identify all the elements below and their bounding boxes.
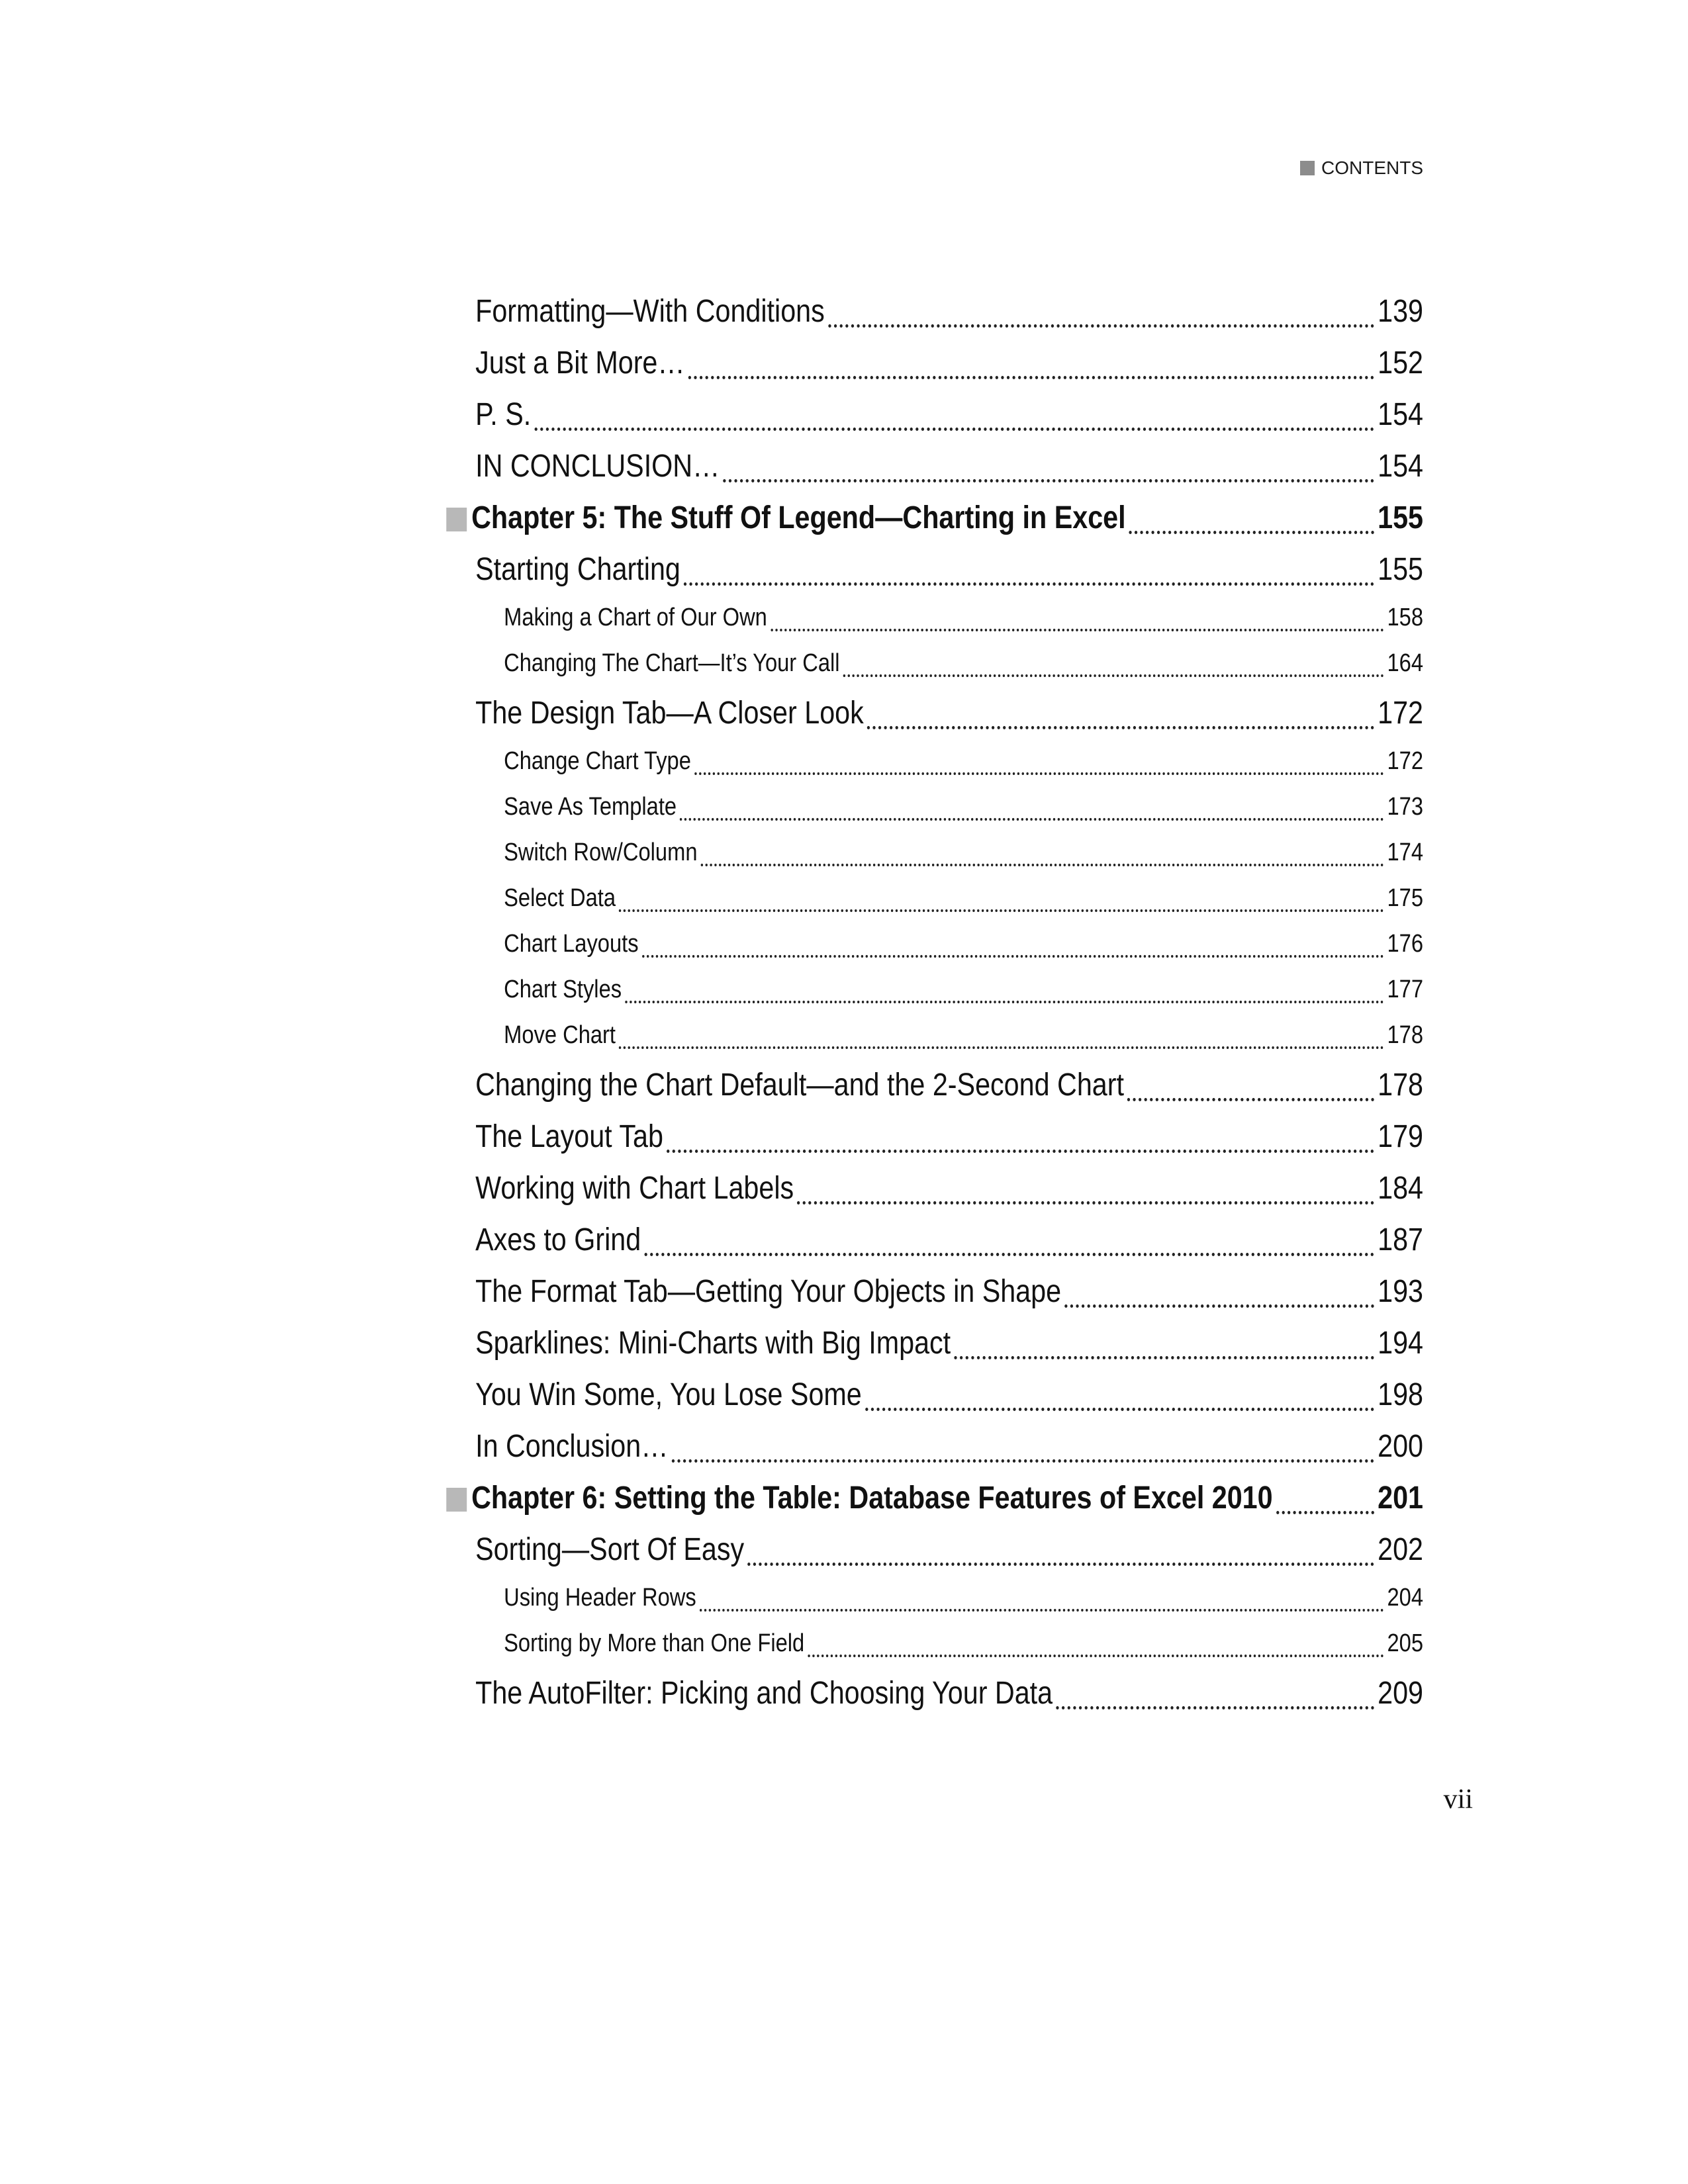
toc-entry-page: 179 <box>1378 1119 1423 1154</box>
toc-subentry-page: 175 <box>1387 884 1423 912</box>
toc-entry[interactable] <box>475 396 1423 436</box>
toc-entry-page: 155 <box>1378 552 1423 587</box>
toc-entry[interactable] <box>475 551 1423 591</box>
toc-entry-page: 152 <box>1378 345 1423 381</box>
dot-leader <box>644 1253 1374 1256</box>
toc-entry[interactable] <box>475 1170 1423 1210</box>
toc-entry-title: Axes to Grind <box>475 1222 641 1257</box>
dot-leader <box>642 955 1384 958</box>
dot-leader <box>843 674 1384 677</box>
toc-entry-page: 154 <box>1378 449 1423 484</box>
toc-entry-page: 172 <box>1378 696 1423 731</box>
toc-subentry-title: Move Chart <box>504 1021 616 1049</box>
toc-entry-page: 193 <box>1378 1274 1423 1309</box>
toc-chapter-entry[interactable] <box>446 1480 1423 1520</box>
toc-entry-title: Just a Bit More… <box>475 345 685 381</box>
toc-chapter-entry[interactable] <box>446 500 1423 539</box>
dot-leader <box>688 376 1374 379</box>
toc-subentry-page: 164 <box>1387 649 1423 677</box>
toc-subentry[interactable] <box>504 649 1423 681</box>
dot-leader <box>672 1459 1374 1463</box>
dot-leader <box>1064 1304 1374 1308</box>
toc-entry[interactable] <box>475 1118 1423 1158</box>
toc-entry-page: 154 <box>1378 397 1423 432</box>
toc-subentry-title: Chart Layouts <box>504 930 639 958</box>
toc-subentry[interactable] <box>504 1584 1423 1615</box>
toc-entry[interactable] <box>475 1531 1423 1571</box>
dot-leader <box>747 1563 1374 1566</box>
dot-leader <box>534 428 1374 431</box>
dot-leader <box>700 1609 1383 1612</box>
toc-subentry[interactable] <box>504 976 1423 1007</box>
toc-entry-title: The AutoFilter: Picking and Choosing Your Data <box>475 1676 1053 1711</box>
toc-subentry-page: 178 <box>1387 1021 1423 1049</box>
toc-entry-title: P. S. <box>475 397 532 432</box>
dot-leader <box>619 909 1383 912</box>
toc-entry-title: The Layout Tab <box>475 1119 663 1154</box>
toc-entry[interactable] <box>475 1067 1423 1107</box>
dot-leader <box>724 479 1374 482</box>
dot-leader <box>680 818 1383 821</box>
toc-entry[interactable] <box>475 1428 1423 1468</box>
dot-leader <box>867 726 1374 729</box>
toc-entry-page: 194 <box>1378 1326 1423 1361</box>
dot-leader <box>1276 1511 1374 1514</box>
toc-subentry[interactable] <box>504 747 1423 779</box>
dot-leader <box>771 629 1383 631</box>
toc-entry-title: The Format Tab—Getting Your Objects in Shape <box>475 1274 1062 1309</box>
toc-subentry-page: 205 <box>1387 1629 1423 1657</box>
page-folio: vii <box>1443 1784 1473 1815</box>
toc-entry[interactable] <box>475 345 1423 385</box>
toc-subentry-page: 158 <box>1387 604 1423 631</box>
toc-entry-page: 184 <box>1378 1171 1423 1206</box>
toc-entry[interactable] <box>475 448 1423 488</box>
toc-entry-title: Sparklines: Mini-Charts with Big Impact <box>475 1326 951 1361</box>
toc-subentry-title: Save As Template <box>504 793 677 821</box>
toc-entry-page: 178 <box>1378 1068 1423 1103</box>
toc-subentry[interactable] <box>504 839 1423 870</box>
toc-entry[interactable] <box>475 1675 1423 1715</box>
toc-entry-title: Starting Charting <box>475 552 680 587</box>
toc-subentry-title: Sorting by More than One Field <box>504 1629 805 1657</box>
toc-entry-title: Changing the Chart Default—and the 2-Second Chart <box>475 1068 1124 1103</box>
dot-leader <box>865 1408 1374 1411</box>
toc-subentry-title: Select Data <box>504 884 616 912</box>
dot-leader <box>797 1201 1374 1205</box>
toc-subentry[interactable] <box>504 793 1423 825</box>
toc-subentry-title: Making a Chart of Our Own <box>504 604 767 631</box>
toc-entry-title: In Conclusion… <box>475 1429 669 1464</box>
toc-entry[interactable] <box>475 1325 1423 1365</box>
toc-entry[interactable] <box>475 1222 1423 1261</box>
dot-leader <box>1127 1098 1374 1101</box>
toc-chapter-page: 155 <box>1378 500 1423 535</box>
toc-entry-title: Formatting—With Conditions <box>475 294 825 329</box>
toc-subentry[interactable] <box>504 884 1423 916</box>
toc-entry-title: IN CONCLUSION… <box>475 449 720 484</box>
dot-leader <box>808 1655 1383 1657</box>
toc-entry-page: 139 <box>1378 294 1423 329</box>
dot-leader <box>1129 531 1374 534</box>
dot-leader <box>619 1046 1383 1049</box>
toc-subentry-page: 172 <box>1387 747 1423 775</box>
toc-subentry[interactable] <box>504 1629 1423 1661</box>
toc-entry-page: 209 <box>1378 1676 1423 1711</box>
dot-leader <box>828 324 1374 328</box>
toc-entry[interactable] <box>475 293 1423 333</box>
toc-entry-page: 202 <box>1378 1532 1423 1567</box>
toc-subentry-page: 174 <box>1387 839 1423 866</box>
toc-subentry-page: 176 <box>1387 930 1423 958</box>
toc-subentry-title: Using Header Rows <box>504 1584 696 1612</box>
chapter-square-icon <box>446 1488 467 1512</box>
dot-leader <box>625 1001 1383 1003</box>
dot-leader <box>1056 1706 1374 1709</box>
toc-subentry[interactable] <box>504 930 1423 962</box>
chapter-square-icon <box>446 508 467 531</box>
toc-entry-page: 187 <box>1378 1222 1423 1257</box>
toc-subentry-title: Changing The Chart—It’s Your Call <box>504 649 840 677</box>
dot-leader <box>667 1150 1374 1153</box>
toc-subentry-title: Switch Row/Column <box>504 839 698 866</box>
toc-subentry-page: 173 <box>1387 793 1423 821</box>
toc-entry[interactable] <box>475 695 1423 735</box>
dot-leader <box>701 864 1384 866</box>
dot-leader <box>694 772 1383 775</box>
toc-subentry-page: 204 <box>1387 1584 1423 1612</box>
toc-entry-page: 200 <box>1378 1429 1423 1464</box>
toc-subentry[interactable] <box>504 1021 1423 1053</box>
running-head-label: CONTENTS <box>1321 158 1423 178</box>
toc-entry-title: The Design Tab—A Closer Look <box>475 696 864 731</box>
dot-leader <box>954 1356 1374 1359</box>
toc-subentry-title: Change Chart Type <box>504 747 691 775</box>
toc-entry-title: You Win Some, You Lose Some <box>475 1377 862 1412</box>
toc-chapter-title: Chapter 5: The Stuff Of Legend—Charting in Excel <box>471 500 1126 535</box>
toc-subentry-title: Chart Styles <box>504 976 622 1003</box>
toc-entry[interactable] <box>475 1377 1423 1416</box>
toc-subentry-page: 177 <box>1387 976 1423 1003</box>
toc-entry-title: Sorting—Sort Of Easy <box>475 1532 745 1567</box>
toc-subentry[interactable] <box>504 604 1423 635</box>
toc-entry[interactable] <box>475 1273 1423 1313</box>
toc-entry-page: 198 <box>1378 1377 1423 1412</box>
dot-leader <box>684 582 1374 586</box>
toc-entry-title: Working with Chart Labels <box>475 1171 794 1206</box>
toc-chapter-page: 201 <box>1378 1480 1423 1516</box>
toc-chapter-title: Chapter 6: Setting the Table: Database Features of Excel 2010 <box>471 1480 1273 1516</box>
